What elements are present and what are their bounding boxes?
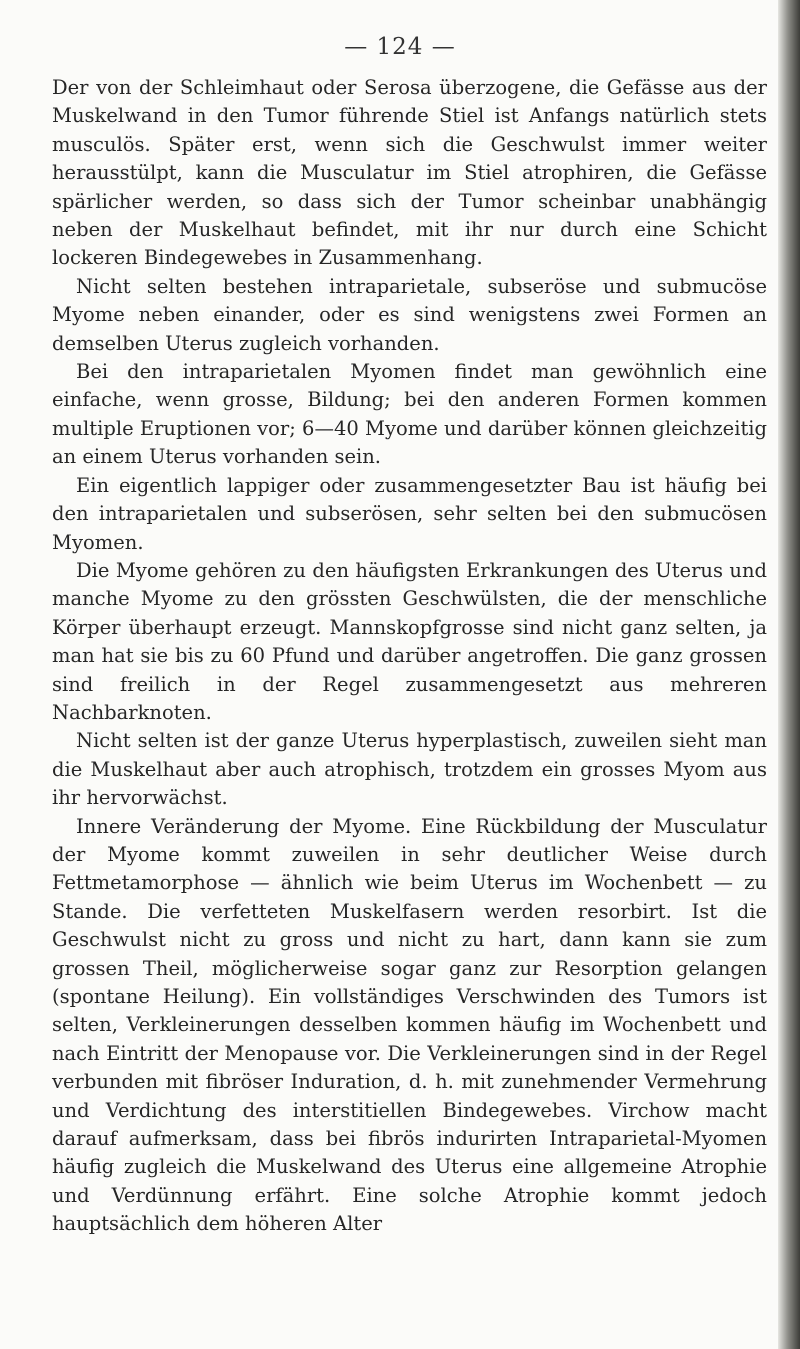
paragraph-lappiger-bau: Ein eigentlich lappiger oder zusammengesetzter Bau ist häufig bei den intraparietalen und subserösen, sehr selten bei den submucösen Myomen. — [52, 473, 767, 554]
paragraph-innere-veraenderung: Innere Veränderung der Myome. Eine Rückbildung der Musculatur der Myome kommt zuweilen in sehr deutlicher Weise durch Fettmetamorphose — ähnlich wie beim Uterus im Wochenbett — zu Stande. Die verfetteten Muskelfasern werden resorbirt. Ist die Geschwulst nicht zu gross und nicht zu hart, dann kann sie zum grossen Theil, möglicherweise sogar ganz zur Resorption gelangen (spontane Heilung). Ein vollständiges Verschwinden des Tumors ist selten, Verkleinerungen desselben kommen häufig im Wochenbett und nach Eintritt der Menopause vor. Die Verkleinerungen sind in der Regel verbunden mit fibröser Induration, d. h. mit zunehmender Vermehrung und Verdichtung des interstitiellen Bindegewebes. Virchow macht darauf aufmerksam, dass bei fibrös indurirten Intraparietal-Myomen häufig zugleich die Muskelwand des Uterus eine allgemeine Atrophie und Verdünnung erfährt. Eine solche Atrophie kommt jedoch hauptsächlich dem höheren Alter — [52, 814, 767, 1236]
body-text — [52, 74, 767, 1239]
page-number: — 124 — — [344, 34, 456, 60]
paragraph-intraparietalen-myomen: Bei den intraparietalen Myomen findet man gewöhnlich eine einfache, wenn grosse, Bildung; bei den anderen Formen kommen multiple Eruptionen vor; 6—40 Myome und darüber können gleichzeitig an einem Uterus vorhanden sein. — [52, 360, 767, 469]
paragraph-hyperplastisch: Nicht selten ist der ganze Uterus hyperplastisch, zuweilen sieht man die Muskelhaut aber auch atrophisch, trotzdem ein grosses Myom aus ihr hervorwächst. — [52, 729, 767, 810]
paragraph-nicht-selten-bestehen: Nicht selten bestehen intraparietale, subseröse und submucöse Myome neben einander, oder es sind wenigstens zwei Formen an demselben Uterus zugleich vorhanden. — [52, 274, 767, 355]
paragraph-stiel: Der von der Schleimhaut oder Serosa überzogene, die Gefässe aus der Muskelwand in den Tumor führende Stiel ist Anfangs natürlich stets musculös. Später erst, wenn sich die Geschwulst immer weiter herausstülpt, kann die Musculatur im Stiel atrophiren, die Gefässe spärlicher werden, so dass sich der Tumor scheinbar unabhängig neben der Muskelhaut befindet, mit ihr nur durch eine Schicht lockeren Bindegewebes in Zusammenhang. — [52, 76, 767, 270]
paragraph-haeufigsten-erkrankungen: Die Myome gehören zu den häufigsten Erkrankungen des Uterus und manche Myome zu den grössten Geschwülsten, die der menschliche Körper überhaupt erzeugt. Mannskopfgrosse sind nicht ganz selten, ja man hat sie bis zu 60 Pfund und darüber angetroffen. Die ganz grossen sind freilich in der Regel zusammengesetzt aus mehreren Nachbarknoten. — [52, 558, 767, 724]
book-spine-shadow — [778, 0, 800, 1349]
